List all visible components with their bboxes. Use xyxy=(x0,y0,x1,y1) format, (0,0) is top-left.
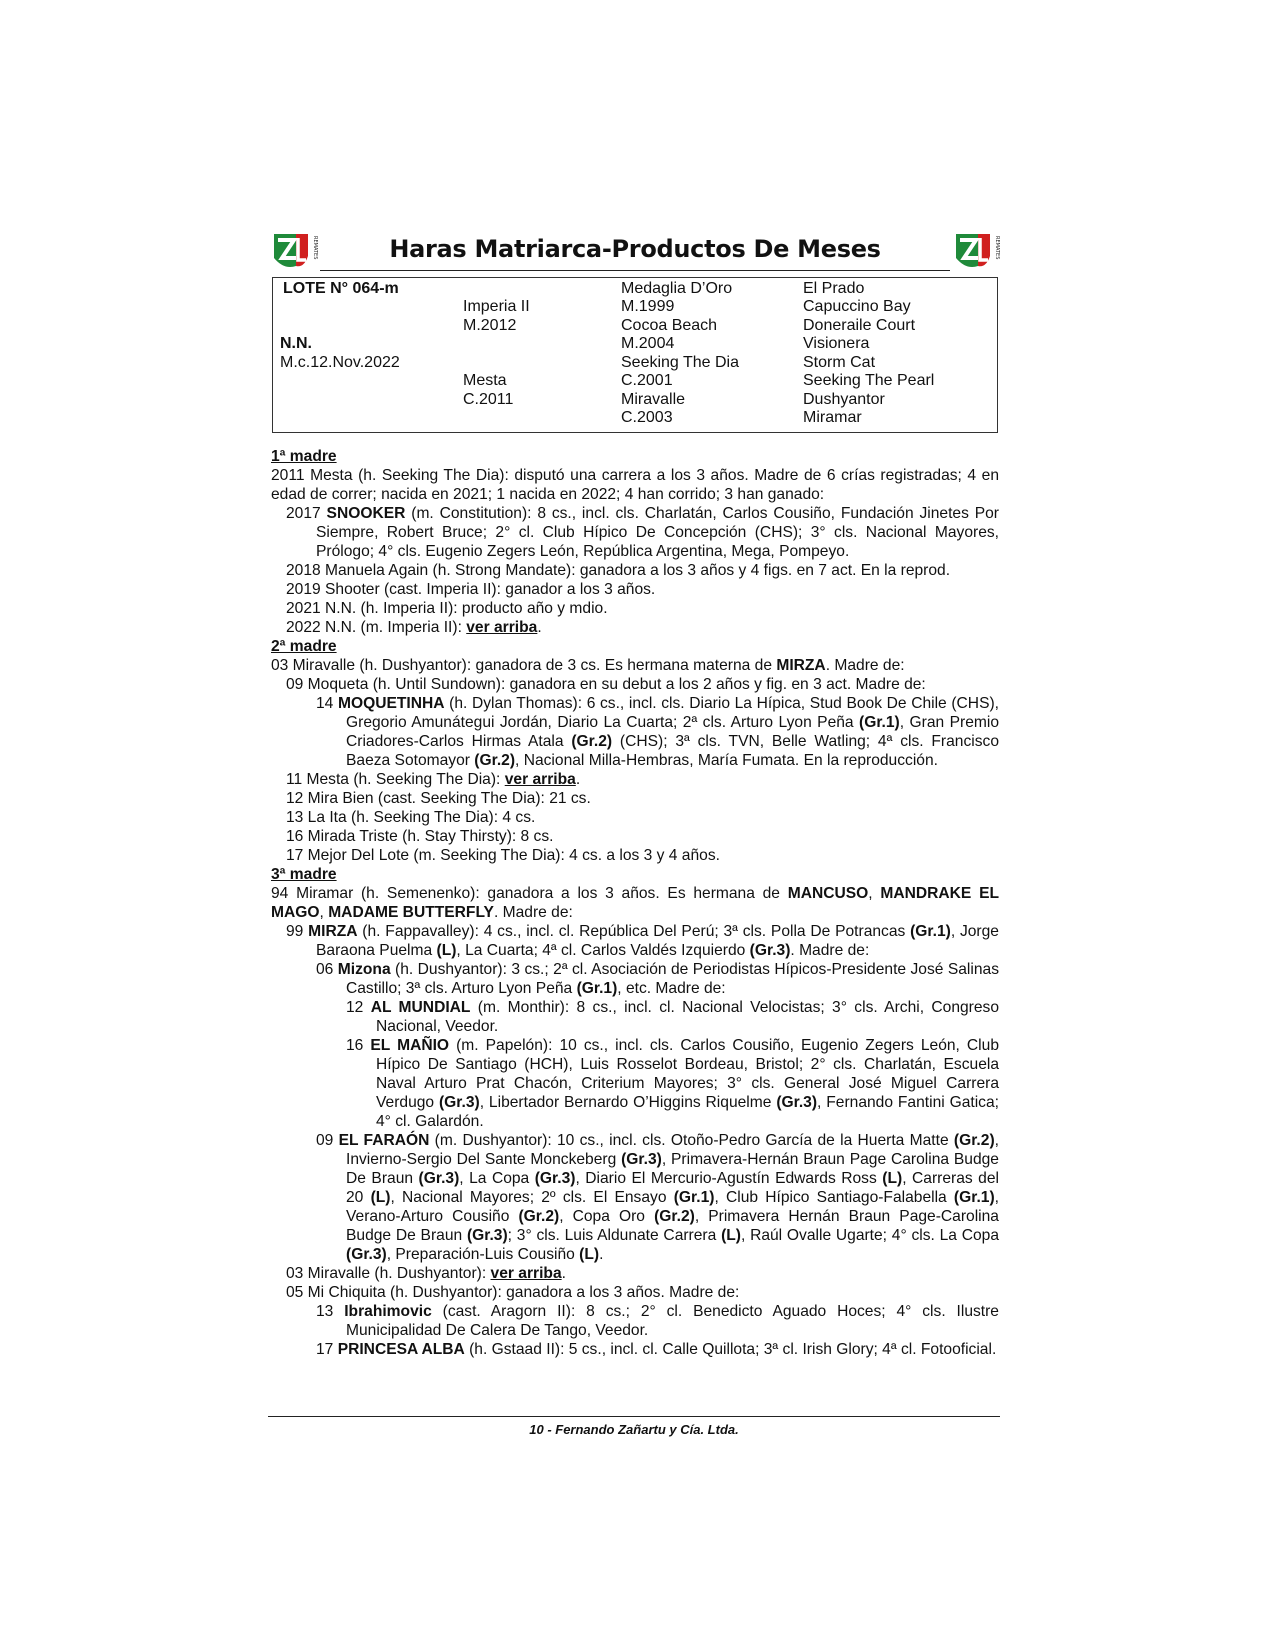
lot-number: LOTE N° 064-m xyxy=(283,280,399,297)
list-item: 03 Miravalle (h. Dushyantor): ver arriba. xyxy=(286,1265,566,1282)
dam-name: Mesta xyxy=(463,372,507,389)
pedigree-details xyxy=(271,447,999,1359)
gen4-name: Dushyantor xyxy=(803,391,885,408)
horse-name: N.N. xyxy=(280,335,312,352)
zl-remates-logo xyxy=(270,226,318,272)
paragraph: 03 Miravalle (h. Dushyantor): ganadora de 3 cs. Es hermana materna de MIRZA. Madre de: xyxy=(271,657,905,674)
gen3-name: Seeking The Dia xyxy=(621,354,739,371)
list-item: 2022 N.N. (m. Imperia II): ver arriba. xyxy=(286,619,542,636)
list-item: 12 AL MUNDIAL (m. Monthir): 8 cs., incl. cl. Nacional Velocistas; 3° cls. Archi, Congreso Nacional, Veedor. xyxy=(346,999,1000,1035)
dam-year: C.2011 xyxy=(463,391,514,408)
list-item: 16 Mirada Triste (h. Stay Thirsty): 8 cs. xyxy=(286,828,554,845)
sire-year: M.2012 xyxy=(463,317,517,334)
gen4-name: Doneraile Court xyxy=(803,317,916,334)
list-item: 2021 N.N. (h. Imperia II): producto año y mdio. xyxy=(286,600,608,617)
page-header xyxy=(270,226,1000,274)
gen4-name: Miramar xyxy=(803,409,862,426)
list-item: 17 Mejor Del Lote (m. Seeking The Dia): 4 cs. a los 3 y 4 años. xyxy=(286,847,720,864)
gen3-name: Miravalle xyxy=(621,391,686,408)
zl-remates-logo xyxy=(952,226,1000,272)
list-item: 09 EL FARAÓN (m. Dushyantor): 10 cs., incl. cls. Otoño-Pedro García de la Huerta Matte (Gr.2), Invierno-Sergio Del Sante Monckeberg (Gr.3), Primavera-Hernán Braun Page Carolina Budge De Braun (Gr.3), La Copa (Gr.3), Diario El Mercurio-Agustín Edwards Ross (L), Carreras del 20 (L), Nacional Mayores; 2º cls. El Ensayo (Gr.1), Club Hípico Santiago-Falabella (Gr.1), Verano-Arturo Cousiño (Gr.2), Copa Oro (Gr.2), Primavera Hernán Braun Page-Carolina Budge De Braun (Gr.3); 3° cls. Luis Aldunate Carrera (L), Raúl Ovalle Ugarte; 4° cls. La Copa (Gr.3), Preparación-Luis Cousiño (L). xyxy=(316,1132,999,1263)
section-heading: 3ª madre xyxy=(271,866,337,883)
paragraph: 94 Miramar (h. Semenenko): ganadora a los 3 años. Es hermana de MANCUSO, MANDRAKE EL MAGO, MADAME BUTTERFLY. Madre de: xyxy=(271,885,999,921)
list-item: 14 MOQUETINHA (h. Dylan Thomas): 6 cs., incl. cls. Diario La Hípica, Stud Book De Chile (CHS), Gregorio Amunátegui Jordán, Diario La Cuarta; 2ª cls. Arturo Lyon Peña (Gr.1), Gran Premio Criadores-Carlos Hirmas Atala (Gr.2) (CHS); 3ª cls. TVN, Belle Watling; 4ª cls. Francisco Baeza Sotomayor (Gr.2), Nacional Milla-Hembras, María Fumata. En la reproducción. xyxy=(316,695,999,769)
list-item: 13 La Ita (h. Seeking The Dia): 4 cs. xyxy=(286,809,536,826)
sire-name: Imperia II xyxy=(463,298,530,315)
list-item: 99 MIRZA (h. Fappavalley): 4 cs., incl. cl. República Del Perú; 3ª cls. Polla De Potrancas (Gr.1), Jorge Baraona Puelma (L), La Cuarta; 4ª cl. Carlos Valdés Izquierdo (Gr.3). Madre de: xyxy=(286,923,999,959)
title-underline xyxy=(320,270,950,271)
gen4-name: Seeking The Pearl xyxy=(803,372,935,389)
gen4-name: Visionera xyxy=(803,335,870,352)
list-item: 06 Mizona (h. Dushyantor): 3 cs.; 2ª cl. Asociación de Periodistas Hípicos-Presidente José Salinas Castillo; 3ª cls. Arturo Lyon Peña (Gr.1), etc. Madre de: xyxy=(316,961,1000,997)
page-footer: 10 - Fernando Zañartu y Cía. Ltda. xyxy=(529,1422,739,1437)
svg-text:REMATES: REMATES xyxy=(312,236,318,260)
gen3-year: M.1999 xyxy=(621,298,675,315)
list-item: 2018 Manuela Again (h. Strong Mandate): ganadora a los 3 años y 4 figs. en 7 act. En la reprod. xyxy=(286,562,951,579)
list-item: 05 Mi Chiquita (h. Dushyantor): ganadora a los 3 años. Madre de: xyxy=(286,1284,740,1301)
gen4-name: Storm Cat xyxy=(803,354,876,371)
paragraph: 2011 Mesta (h. Seeking The Dia): disputó una carrera a los 3 años. Madre de 6 crías registradas; 4 en edad de correr; nacida en 2021; 1 nacida en 2022; 4 han corrido; 3 han ganado: xyxy=(271,467,999,503)
gen3-name: Medaglia D’Oro xyxy=(621,280,733,297)
gen3-name: Cocoa Beach xyxy=(621,317,718,334)
gen3-year: M.2004 xyxy=(621,335,675,352)
svg-text:REMATES: REMATES xyxy=(994,236,1000,260)
footer-divider xyxy=(268,1416,1000,1417)
section-heading: 1ª madre xyxy=(271,448,337,465)
horse-birth: M.c.12.Nov.2022 xyxy=(280,354,400,371)
list-item: 2019 Shooter (cast. Imperia II): ganador a los 3 años. xyxy=(286,581,656,598)
list-item: 17 PRINCESA ALBA (h. Gstaad II): 5 cs., incl. cl. Calle Quillota; 3ª cl. Irish Glory; 4ª cl. Fotooficial. xyxy=(316,1341,997,1358)
section-heading: 2ª madre xyxy=(271,638,337,655)
list-item: 2017 SNOOKER (m. Constitution): 8 cs., incl. cls. Charlatán, Carlos Cousiño, Fundación Jinetes Por Siempre, Robert Bruce; 2° cl. Club Hípico De Concepción (CHS); 3° cls. Nacional Mayores, Prólogo; 4° cls. Eugenio Zegers León, República Argentina, Mega, Pompeyo. xyxy=(286,505,999,560)
pedigree-table xyxy=(272,277,998,433)
list-item: 16 EL MAÑIO (m. Papelón): 10 cs., incl. cls. Carlos Cousiño, Eugenio Zegers León, Club Hípico De Santiago (HCH), Luis Rosselot Bordeau, Bristol; 2° cls. Charlatán, Escuela Naval Arturo Prat Chacón, Criterium Mayores; 3° cls. General José Miguel Carrera Verdugo (Gr.3), Libertador Bernardo O’Higgins Riquelme (Gr.3), Fernando Fantini Gatica; 4° cl. Galardón. xyxy=(346,1037,999,1130)
gen4-name: El Prado xyxy=(803,280,865,297)
list-item: 12 Mira Bien (cast. Seeking The Dia): 21 cs. xyxy=(286,790,591,807)
gen3-year: C.2003 xyxy=(621,409,673,426)
page-title: Haras Matriarca-Productos De Meses xyxy=(389,235,881,263)
list-item: 11 Mesta (h. Seeking The Dia): ver arriba. xyxy=(286,771,581,788)
gen3-year: C.2001 xyxy=(621,372,673,389)
gen4-name: Capuccino Bay xyxy=(803,298,911,315)
list-item: 13 Ibrahimovic (cast. Aragorn II): 8 cs.; 2° cl. Benedicto Aguado Hoces; 4° cls. Ilustre Municipalidad De Calera De Tango, Veedor. xyxy=(316,1303,999,1339)
list-item: 09 Moqueta (h. Until Sundown): ganadora en su debut a los 2 años y fig. en 3 act. Madre de: xyxy=(286,676,926,693)
